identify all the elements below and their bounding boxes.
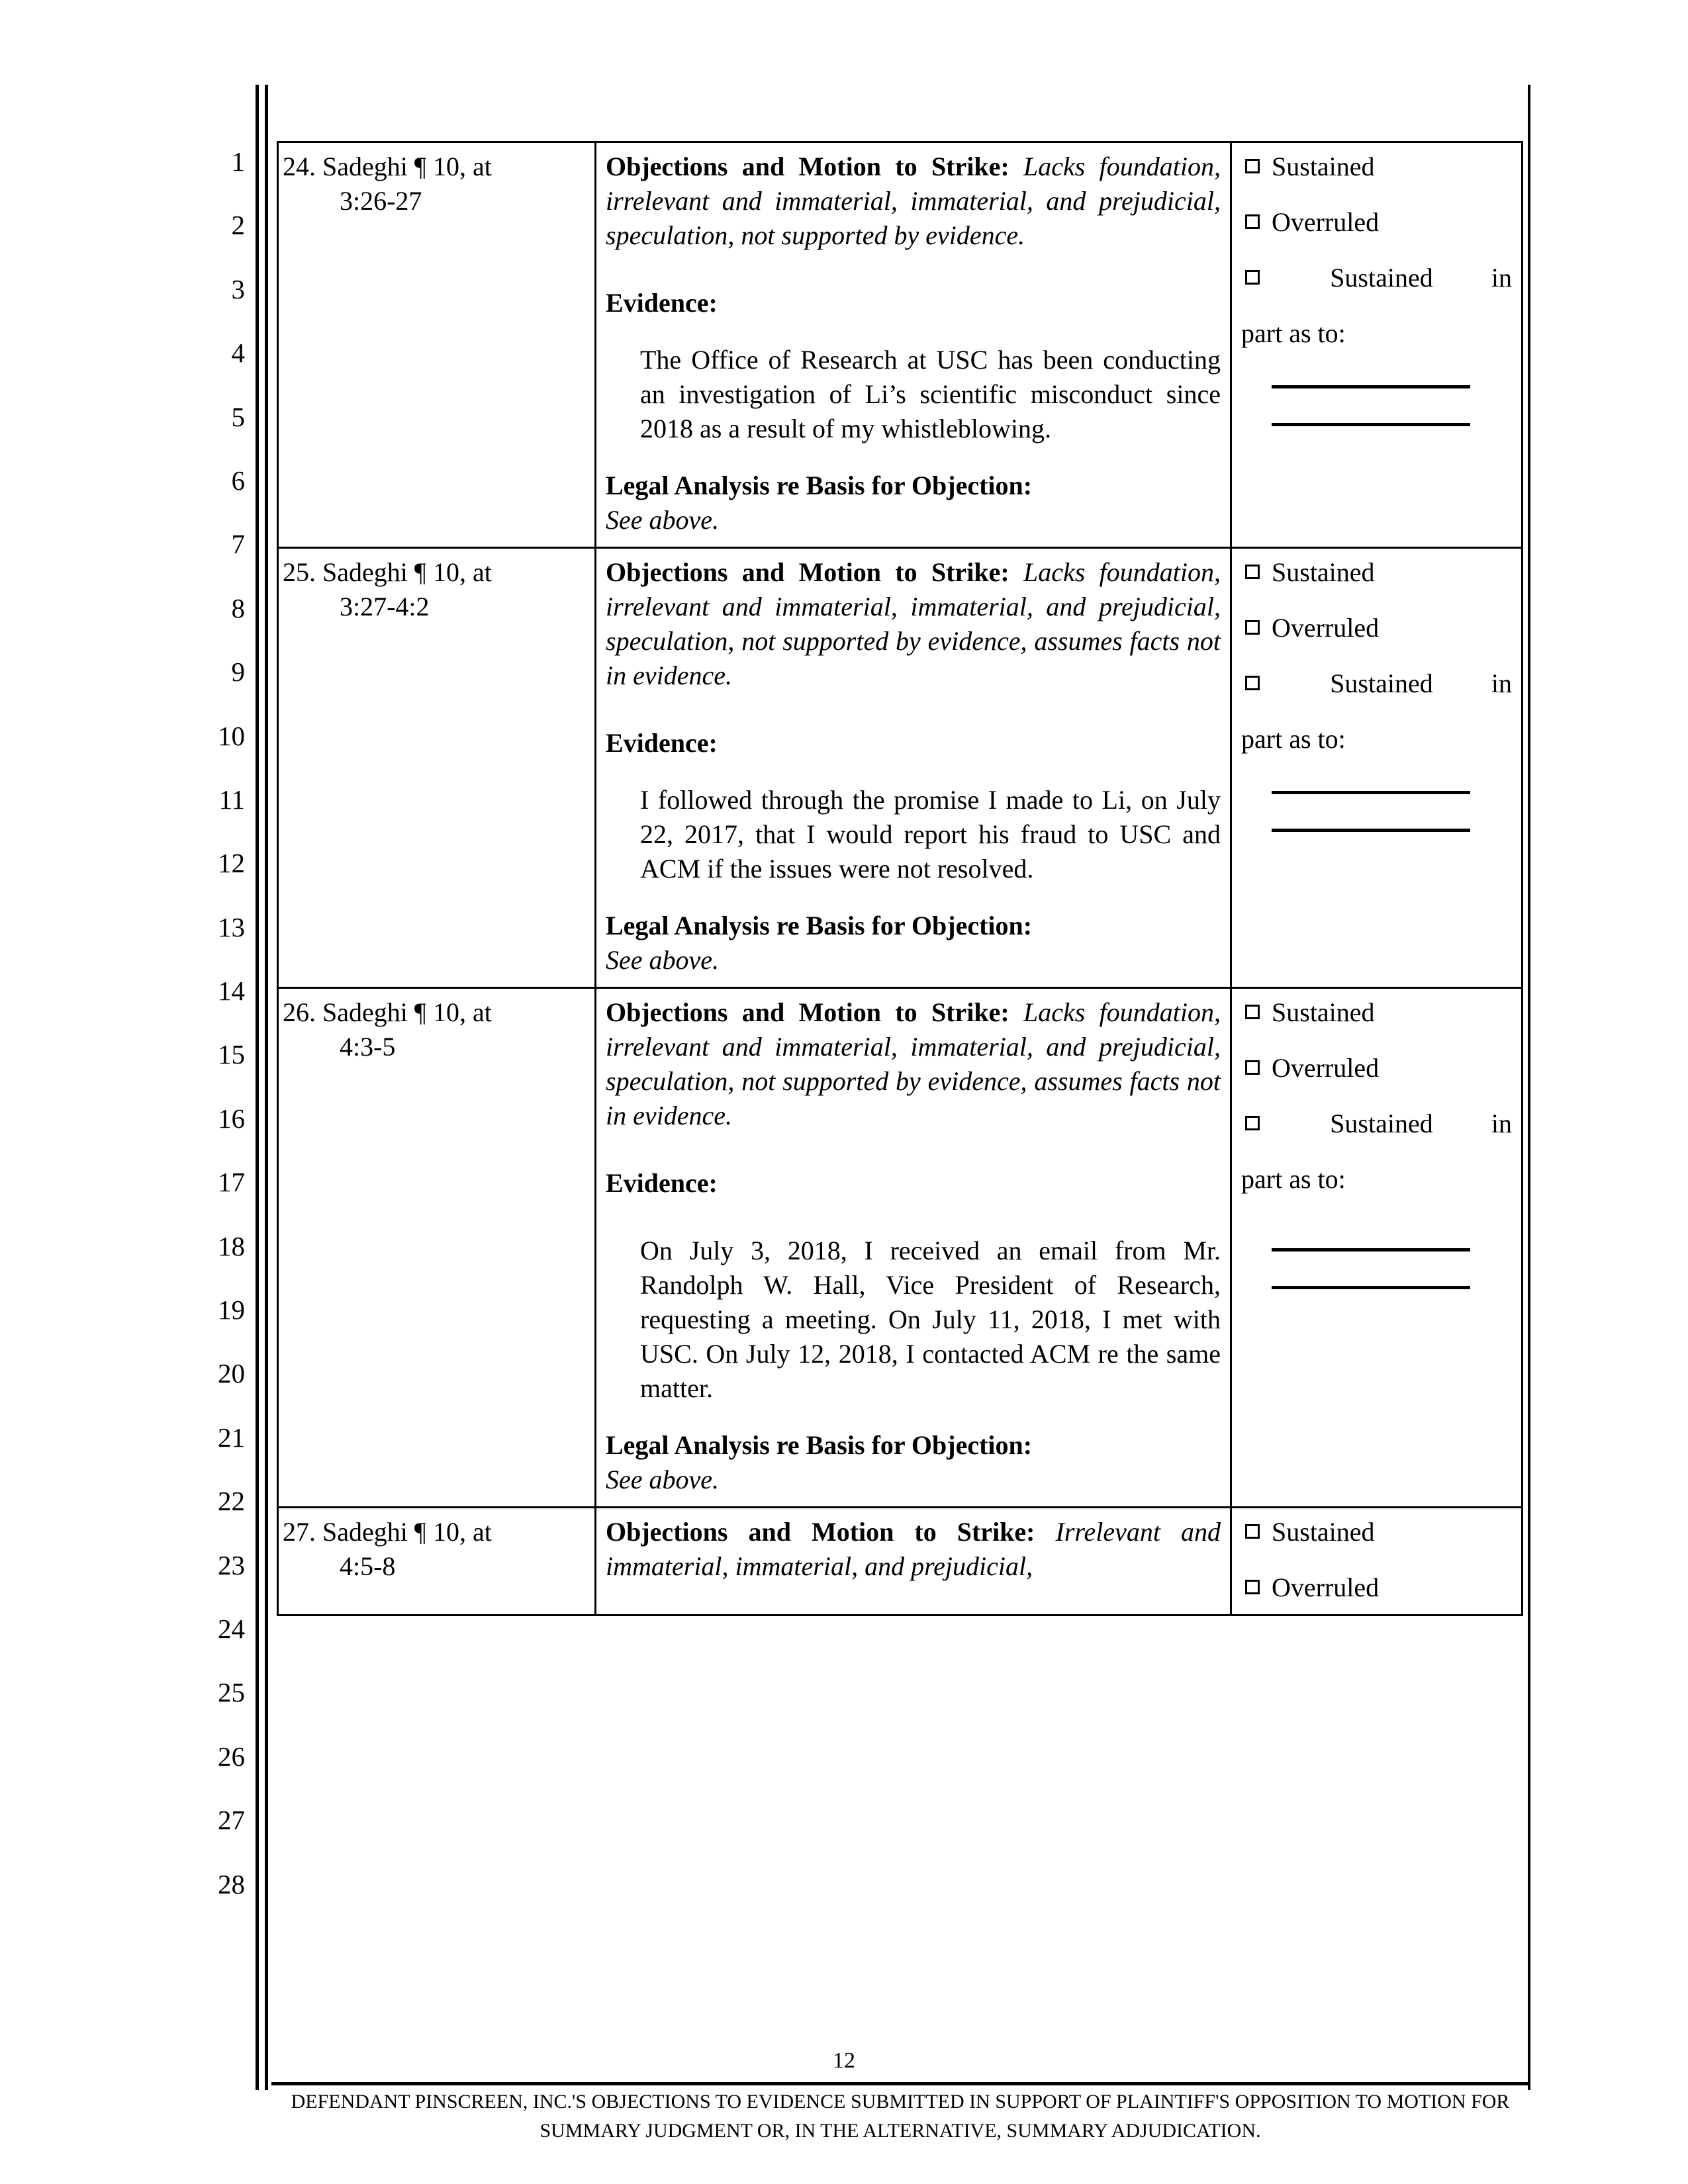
- checkbox-icon[interactable]: [1245, 1580, 1260, 1594]
- citation-pincite: 3:26-27: [340, 186, 422, 216]
- objection-cell: [596, 988, 1231, 1508]
- ruling-option-label: Overruled: [1272, 1053, 1380, 1083]
- footer-line-1: DEFENDANT PINSCREEN, INC.'S OBJECTIONS TO EVIDENCE SUBMITTED IN SUPPORT OF PLAINTIFF'S OPPOSITION TO MOTION FOR: [291, 2091, 1510, 2113]
- evidence-header: Evidence:: [606, 1168, 718, 1198]
- line-number: 12: [218, 848, 245, 879]
- line-number: 13: [218, 911, 245, 942]
- line-number: 18: [218, 1230, 245, 1261]
- ruling-option-sustained-in-part[interactable]: [1241, 261, 1512, 295]
- spacer: [606, 1133, 1221, 1166]
- ruling-option-label: Sustained: [1330, 1109, 1433, 1138]
- ruling-option-sustained[interactable]: [1241, 1515, 1512, 1549]
- ruling-option-label-tail: part as to:: [1241, 724, 1346, 754]
- evidence-header: Evidence:: [606, 728, 718, 758]
- ruling-options: [1241, 150, 1512, 426]
- citation-reference: Sadeghi ¶ 10, at: [322, 557, 492, 587]
- checkbox-icon[interactable]: [1245, 159, 1260, 173]
- line-number: 25: [218, 1677, 245, 1708]
- line-number: 5: [231, 401, 245, 432]
- footer-caption: [271, 2087, 1529, 2146]
- table-row: [278, 1508, 1523, 1615]
- objections-table: [277, 141, 1523, 1616]
- left-margin-rule-outer: [256, 85, 259, 2090]
- spacer: [606, 446, 1221, 469]
- objection-grounds: Lacks foundation, irrelevant and immaterial, immaterial, and prejudicial, speculation, not supported by evidence.: [606, 152, 1221, 250]
- footer-line-2: SUMMARY JUDGMENT OR, IN THE ALTERNATIVE, SUMMARY ADJUDICATION.: [539, 2120, 1261, 2142]
- ruling-option-overruled[interactable]: [1241, 1570, 1512, 1605]
- line-number: 2: [231, 210, 245, 241]
- line-number: 20: [218, 1358, 245, 1389]
- line-number: 19: [218, 1295, 245, 1326]
- citation-cell: [278, 548, 596, 988]
- objection-body: [606, 555, 1221, 978]
- citation-number: 27.: [283, 1517, 316, 1547]
- ruling-option-overruled[interactable]: [1241, 205, 1512, 240]
- checkbox-icon[interactable]: [1245, 1116, 1260, 1130]
- ruling-option-sustained[interactable]: [1241, 995, 1512, 1030]
- citation-pincite: 4:5-8: [340, 1551, 396, 1581]
- line-number: 11: [218, 784, 245, 815]
- line-number: 1: [231, 146, 245, 177]
- objection-body: [606, 1515, 1221, 1584]
- ruling-option-label-cont: in: [1491, 1109, 1513, 1138]
- evidence-quote: I followed through the promise I made to Li, on July 22, 2017, that I would report his fraud to USC and ACM if the issues were not resolved.: [640, 785, 1221, 884]
- legal-analysis-header: Legal Analysis re Basis for Objection:: [606, 911, 1033, 940]
- ruling-option-label: Sustained: [1330, 668, 1433, 698]
- objection-paragraph: [606, 555, 1221, 693]
- ruling-options: [1241, 1515, 1512, 1605]
- legal-analysis-body: See above.: [606, 1465, 720, 1494]
- citation-cell: [278, 988, 596, 1508]
- table-row: [278, 142, 1523, 548]
- ruling-option-overruled[interactable]: [1241, 611, 1512, 645]
- spacer: [606, 760, 1221, 783]
- spacer: [606, 1201, 1221, 1234]
- line-number: 21: [218, 1422, 245, 1453]
- citation-cell: [278, 1508, 596, 1615]
- ruling-option-label: Sustained: [1272, 152, 1375, 181]
- checkbox-icon[interactable]: [1245, 1524, 1260, 1539]
- objection-grounds: Irrelevant and immaterial, immaterial, and prejudicial,: [606, 1517, 1221, 1581]
- line-number: 14: [218, 976, 245, 1007]
- citation-number: 26.: [283, 997, 316, 1027]
- line-number: 23: [218, 1549, 245, 1580]
- left-margin-rule-inner: [265, 85, 268, 2090]
- objection-paragraph: [606, 150, 1221, 253]
- checkbox-icon[interactable]: [1245, 270, 1260, 285]
- line-number: 22: [218, 1486, 245, 1517]
- line-number: 6: [231, 465, 245, 496]
- objections-table-wrap: [277, 141, 1521, 1616]
- ruling-cell: [1231, 142, 1523, 548]
- ruling-option-label: Sustained: [1272, 1517, 1375, 1547]
- spacer: [1241, 1197, 1512, 1248]
- objection-paragraph: [606, 995, 1221, 1133]
- ruling-option-label: Overruled: [1272, 1572, 1380, 1602]
- spacer: [1241, 1251, 1512, 1286]
- line-number: 8: [231, 592, 245, 623]
- line-number: 9: [231, 657, 245, 688]
- legal-analysis-body: See above.: [606, 505, 720, 535]
- objections-header: Objections and Motion to Strike:: [606, 557, 1009, 587]
- evidence-quote: The Office of Research at USC has been conducting an investigation of Li’s scientific misconduct since 2018 as a result of my whistleblowing.: [640, 345, 1221, 443]
- legal-analysis-body: See above.: [606, 945, 720, 975]
- objection-cell: [596, 1508, 1231, 1615]
- citation-reference: Sadeghi ¶ 10, at: [322, 152, 492, 181]
- spacer: [1241, 388, 1512, 423]
- line-number: 28: [218, 1868, 245, 1899]
- ruling-cell: [1231, 548, 1523, 988]
- objection-grounds: Lacks foundation, irrelevant and immaterial, immaterial, and prejudicial, speculation, not supported by evidence, assumes facts not in evidence.: [606, 997, 1221, 1130]
- footer-divider: [271, 2082, 1529, 2085]
- checkbox-icon[interactable]: [1245, 676, 1260, 690]
- objection-body: [606, 995, 1221, 1497]
- objections-header: Objections and Motion to Strike:: [606, 997, 1009, 1027]
- ruling-option-sustained[interactable]: [1241, 555, 1512, 590]
- ruling-cell: [1231, 1508, 1523, 1615]
- checkbox-icon[interactable]: [1245, 620, 1260, 635]
- ruling-option-sustained-in-part[interactable]: [1241, 666, 1512, 701]
- checkbox-icon[interactable]: [1245, 1060, 1260, 1075]
- spacer: [606, 1406, 1221, 1428]
- ruling-option-sustained-in-part[interactable]: [1241, 1107, 1512, 1141]
- citation-pincite: 4:3-5: [340, 1032, 396, 1062]
- checkbox-icon[interactable]: [1245, 1005, 1260, 1019]
- page-number: 12: [833, 2048, 855, 2073]
- spacer: [1241, 351, 1512, 385]
- ruling-option-label-cont: in: [1491, 263, 1513, 293]
- line-number: 10: [218, 720, 245, 751]
- ruling-option-overruled[interactable]: [1241, 1051, 1512, 1085]
- line-number: 4: [231, 338, 245, 369]
- ruling-option-label-tail: part as to:: [1241, 1164, 1346, 1194]
- ruling-option-label-cont: in: [1491, 668, 1513, 698]
- citation-number: 24.: [283, 152, 316, 181]
- line-number: 27: [218, 1805, 245, 1836]
- citation-number: 25.: [283, 557, 316, 587]
- objection-grounds: Lacks foundation, irrelevant and immaterial, immaterial, and prejudicial, speculation, not supported by evidence, assumes facts not in evidence.: [606, 557, 1221, 690]
- citation-reference: Sadeghi ¶ 10, at: [322, 997, 492, 1027]
- line-number: 24: [218, 1613, 245, 1644]
- objection-cell: [596, 142, 1231, 548]
- evidence-quote: On July 3, 2018, I received an email from Mr. Randolph W. Hall, Vice President of Research, requesting a meeting. On July 11, 2018, I met with USC. On July 12, 2018, I contacted ACM re the same matter.: [640, 1236, 1221, 1403]
- citation-pincite: 3:27-4:2: [340, 592, 430, 621]
- citation-text: [283, 995, 585, 1064]
- ruling-write-in-line[interactable]: [1272, 423, 1470, 426]
- citation-cell: [278, 142, 596, 548]
- ruling-option-label: Sustained: [1330, 263, 1433, 293]
- evidence-header: Evidence:: [606, 288, 718, 318]
- legal-analysis-header: Legal Analysis re Basis for Objection:: [606, 1430, 1033, 1460]
- spacer: [606, 253, 1221, 286]
- ruling-option-label: Sustained: [1272, 997, 1375, 1027]
- checkbox-icon[interactable]: [1245, 214, 1260, 229]
- ruling-option-label-tail: part as to:: [1241, 318, 1346, 348]
- citation-text: [283, 555, 585, 624]
- ruling-option-label: Overruled: [1272, 207, 1380, 237]
- line-number: 16: [218, 1103, 245, 1134]
- objections-header: Objections and Motion to Strike:: [606, 152, 1009, 181]
- ruling-write-in-line[interactable]: [1272, 1286, 1470, 1289]
- objection-body: [606, 150, 1221, 537]
- line-number: 26: [218, 1741, 245, 1772]
- line-number: 3: [231, 273, 245, 304]
- spacer: [1241, 756, 1512, 791]
- line-number-gutter: [199, 130, 245, 1916]
- spacer: [606, 693, 1221, 726]
- spacer: [606, 886, 1221, 909]
- ruling-cell: [1231, 988, 1523, 1508]
- line-number: 7: [231, 529, 245, 560]
- line-number: 17: [218, 1167, 245, 1198]
- table-row: [278, 988, 1523, 1508]
- right-margin-rule: [1528, 85, 1530, 2090]
- citation-text: [283, 1515, 585, 1584]
- legal-analysis-header: Legal Analysis re Basis for Objection:: [606, 471, 1033, 500]
- checkbox-icon[interactable]: [1245, 565, 1260, 579]
- ruling-option-label: Overruled: [1272, 613, 1380, 643]
- ruling-option-sustained[interactable]: [1241, 150, 1512, 184]
- ruling-option-label: Sustained: [1272, 557, 1375, 587]
- table-row: [278, 548, 1523, 988]
- ruling-options: [1241, 555, 1512, 832]
- line-number: 15: [218, 1039, 245, 1070]
- objection-paragraph: [606, 1515, 1221, 1584]
- ruling-options: [1241, 995, 1512, 1289]
- citation-text: [283, 150, 585, 218]
- objections-header: Objections and Motion to Strike:: [606, 1517, 1035, 1547]
- ruling-write-in-line[interactable]: [1272, 829, 1470, 832]
- spacer: [1241, 794, 1512, 829]
- objection-cell: [596, 548, 1231, 988]
- spacer: [606, 320, 1221, 343]
- citation-reference: Sadeghi ¶ 10, at: [322, 1517, 492, 1547]
